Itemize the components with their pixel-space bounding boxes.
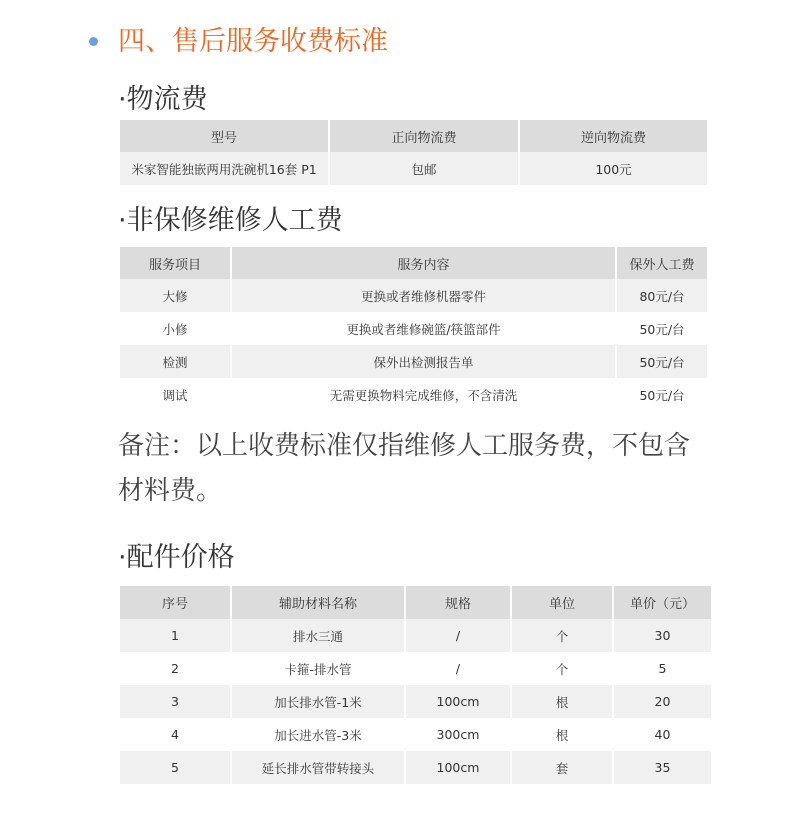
labor-section-title: ·非保修维修人工费 [118, 205, 343, 236]
labor-fee-cell: 80元/台 [617, 279, 707, 312]
table-row [120, 619, 711, 652]
section-bullet-dot [89, 37, 98, 46]
index-cell: 4 [120, 718, 230, 751]
table-header-row [120, 120, 707, 152]
labor-fee-table [118, 247, 709, 411]
parts-price-table [118, 586, 713, 784]
spec-cell: / [406, 619, 510, 652]
table-row [120, 685, 711, 718]
column-header: 正向物流费 [330, 120, 518, 152]
spec-cell: / [406, 652, 510, 685]
service-content-cell: 无需更换物料完成维修，不含清洗 [232, 378, 615, 411]
labor-fee-cell: 50元/台 [617, 378, 707, 411]
unit-cell: 个 [512, 652, 612, 685]
price-cell: 30 [614, 619, 711, 652]
logistics-section-title: ·物流费 [118, 84, 208, 115]
labor-fee-cell: 50元/台 [617, 345, 707, 378]
column-header: 辅助材料名称 [232, 586, 404, 619]
parts-section-title: ·配件价格 [118, 542, 235, 573]
reverse-fee-cell: 100元 [520, 152, 707, 185]
logistics-fee-table [118, 120, 709, 185]
index-cell: 1 [120, 619, 230, 652]
table-row [120, 652, 711, 685]
table-row [120, 312, 707, 345]
unit-cell: 根 [512, 718, 612, 751]
service-content-cell: 保外出检测报告单 [232, 345, 615, 378]
table-row [120, 718, 711, 751]
service-item-cell: 调试 [120, 378, 230, 411]
material-name-cell: 延长排水管带转接头 [232, 751, 404, 784]
price-cell: 20 [614, 685, 711, 718]
price-cell: 40 [614, 718, 711, 751]
table-row [120, 152, 707, 185]
column-header: 型号 [120, 120, 328, 152]
table-row [120, 345, 707, 378]
model-cell: 米家智能独嵌两用洗碗机16套 P1 [120, 152, 328, 185]
unit-cell: 个 [512, 619, 612, 652]
service-content-cell: 更换或者维修碗篮/筷篮部件 [232, 312, 615, 345]
service-item-cell: 检测 [120, 345, 230, 378]
spec-cell: 100cm [406, 685, 510, 718]
material-name-cell: 加长进水管-3米 [232, 718, 404, 751]
service-content-cell: 更换或者维修机器零件 [232, 279, 615, 312]
column-header: 规格 [406, 586, 510, 619]
service-item-cell: 小修 [120, 312, 230, 345]
column-header: 序号 [120, 586, 230, 619]
index-cell: 5 [120, 751, 230, 784]
column-header: 保外人工费 [617, 247, 707, 279]
table-row [120, 378, 707, 411]
column-header: 逆向物流费 [520, 120, 707, 152]
index-cell: 3 [120, 685, 230, 718]
fee-note: 备注：以上收费标准仅指维修人工服务费，不包含材料费。 [118, 431, 691, 506]
price-cell: 5 [614, 652, 711, 685]
table-row [120, 279, 707, 312]
table-header-row [120, 247, 707, 279]
material-name-cell: 排水三通 [232, 619, 404, 652]
column-header: 单位 [512, 586, 612, 619]
spec-cell: 100cm [406, 751, 510, 784]
page-title: 四、售后服务收费标准 [118, 26, 388, 57]
labor-fee-cell: 50元/台 [617, 312, 707, 345]
column-header: 服务项目 [120, 247, 230, 279]
service-item-cell: 大修 [120, 279, 230, 312]
material-name-cell: 卡箍-排水管 [232, 652, 404, 685]
unit-cell: 套 [512, 751, 612, 784]
index-cell: 2 [120, 652, 230, 685]
table-row [120, 751, 711, 784]
table-header-row [120, 586, 711, 619]
forward-fee-cell: 包邮 [330, 152, 518, 185]
price-cell: 35 [614, 751, 711, 784]
unit-cell: 根 [512, 685, 612, 718]
spec-cell: 300cm [406, 718, 510, 751]
column-header: 服务内容 [232, 247, 615, 279]
material-name-cell: 加长排水管-1米 [232, 685, 404, 718]
column-header: 单价（元） [614, 586, 711, 619]
